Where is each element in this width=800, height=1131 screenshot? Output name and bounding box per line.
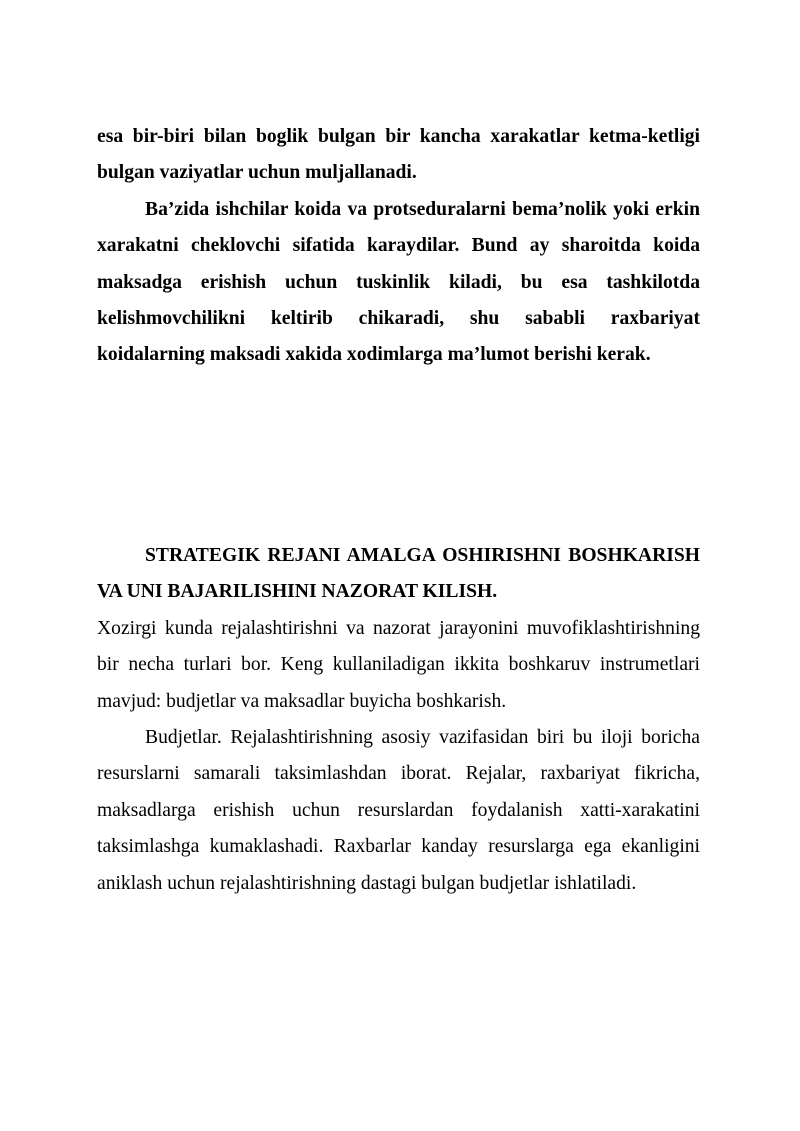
paragraph-coordination-types: Xozirgi kunda rejalashtirishni va nazorat jarayonini muvofiklashtirishning bir necha turlari bor. Keng kullaniladigan ikkita boshkaruv instrumetlari mavjud: budjetlar va maksadlar buyicha boshkarish. (97, 617, 700, 712)
paragraph-rules-explanation: Ba’zida ishchilar koida va protseduralarni bema’nolik yoki erkin xarakatni cheklovchi sifatida karaydilar. Bund ay sharoitda koida maksadga erishish uchun tuskinlik kiladi, bu esa tashkilotda kelishmovchilikni keltirib chikaradi, shu sababli raxbariyat koidalarning maksadi xakida xodimlarga ma’lumot berishi kerak. (97, 198, 700, 366)
paragraph-budgets: Budjetlar. Rejalashtirishning asosiy vazifasidan biri bu iloji boricha resurslarni samarali taksimlashdan iborat. Rejalar, raxbariyat fikricha, maksadlarga erishish uchun resurslardan foydalanish xatti-xarakatini taksimlashga kumaklashadi. Raxbarlar kanday resurslarga ega ekanligini aniklash uchun rejalashtirishning dastagi bulgan budjetlar ishlatiladi. (97, 727, 700, 894)
paragraph-continuation: esa bir-biri bilan boglik bulgan bir kancha xarakatlar ketma-ketligi bulgan vaziyatlar uchun muljallanadi. (97, 126, 700, 184)
section-2 (97, 538, 700, 902)
section-heading: STRATEGIK REJANI AMALGA OSHIRISHNI BOSHKARISH VA UNI BAJARILISHINI NAZORAT KILISH. (97, 545, 700, 603)
section-1 (97, 119, 700, 374)
